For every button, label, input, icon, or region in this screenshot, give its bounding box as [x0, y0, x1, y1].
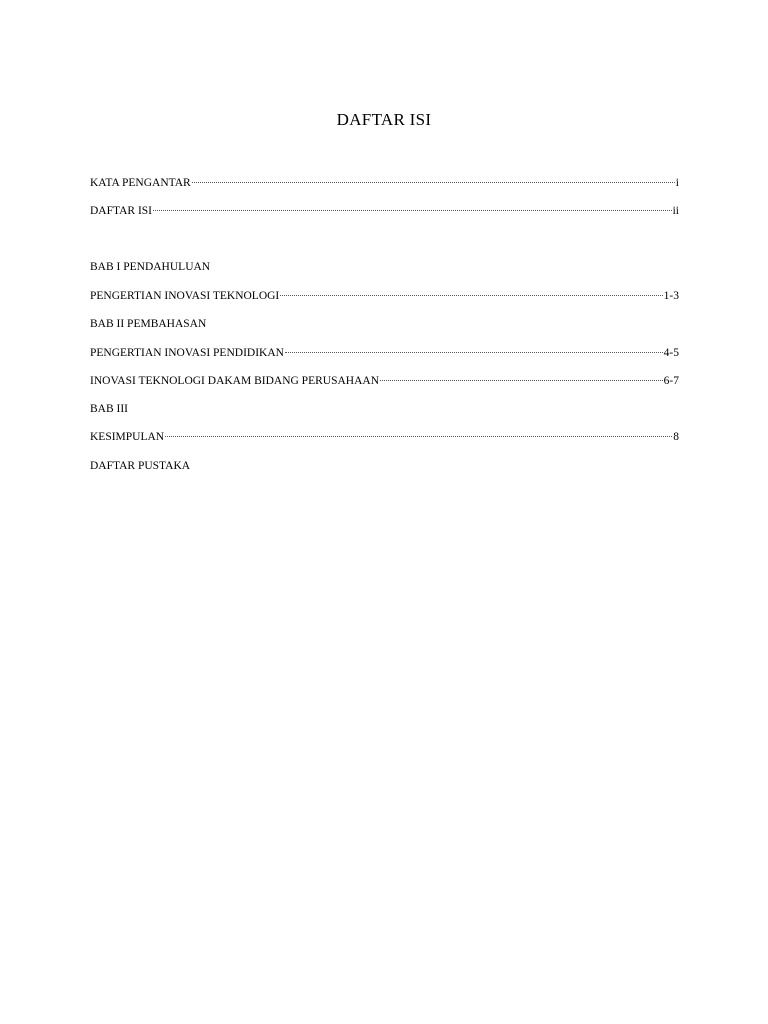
- dot-leader: [153, 210, 672, 211]
- toc-heading-bab-i: [90, 260, 679, 274]
- dot-leader: [192, 182, 675, 183]
- dot-leader: [380, 380, 663, 381]
- toc-heading-label: BAB II PEMBAHASAN: [90, 318, 207, 330]
- toc-entry-label: DAFTAR ISI: [90, 205, 153, 217]
- toc-entry-inovasi-teknologi-perusahaan: [90, 374, 679, 388]
- toc-heading-bab-iii: [90, 402, 679, 416]
- toc-entry-label: KESIMPULAN: [90, 431, 165, 443]
- toc-entry-page: 8: [673, 431, 679, 443]
- toc-heading-label: BAB I PENDAHULUAN: [90, 261, 211, 273]
- toc-heading-label: DAFTAR PUSTAKA: [90, 460, 191, 472]
- toc-entry-label: INOVASI TEKNOLOGI DAKAM BIDANG PERUSAHAAN: [90, 375, 379, 387]
- toc-heading-label: BAB III: [90, 403, 129, 415]
- toc-heading-bab-ii: [90, 317, 679, 331]
- toc-entry-label: PENGERTIAN INOVASI PENDIDIKAN: [90, 347, 284, 359]
- page-title: DAFTAR ISI: [336, 110, 432, 129]
- dot-leader: [165, 436, 672, 437]
- toc-entry-daftar-isi: [90, 204, 679, 218]
- dot-leader: [285, 352, 663, 353]
- toc-entry-page: 1-3: [663, 290, 679, 302]
- dot-leader: [280, 295, 662, 296]
- toc-entry-pengertian-inovasi-teknologi: [90, 289, 679, 303]
- toc-entry-kata-pengantar: [90, 176, 679, 190]
- toc-entry-kesimpulan: [90, 430, 679, 444]
- toc-entry-pengertian-inovasi-pendidikan: [90, 346, 679, 360]
- toc-entry-page: ii: [672, 205, 679, 217]
- toc-heading-daftar-pustaka: [90, 459, 679, 473]
- toc-entry-page: i: [675, 177, 679, 189]
- toc-entry-label: KATA PENGANTAR: [90, 177, 191, 189]
- toc-entry-label: PENGERTIAN INOVASI TEKNOLOGI: [90, 290, 280, 302]
- toc-entry-page: 4-5: [663, 347, 679, 359]
- toc-entry-page: 6-7: [663, 375, 679, 387]
